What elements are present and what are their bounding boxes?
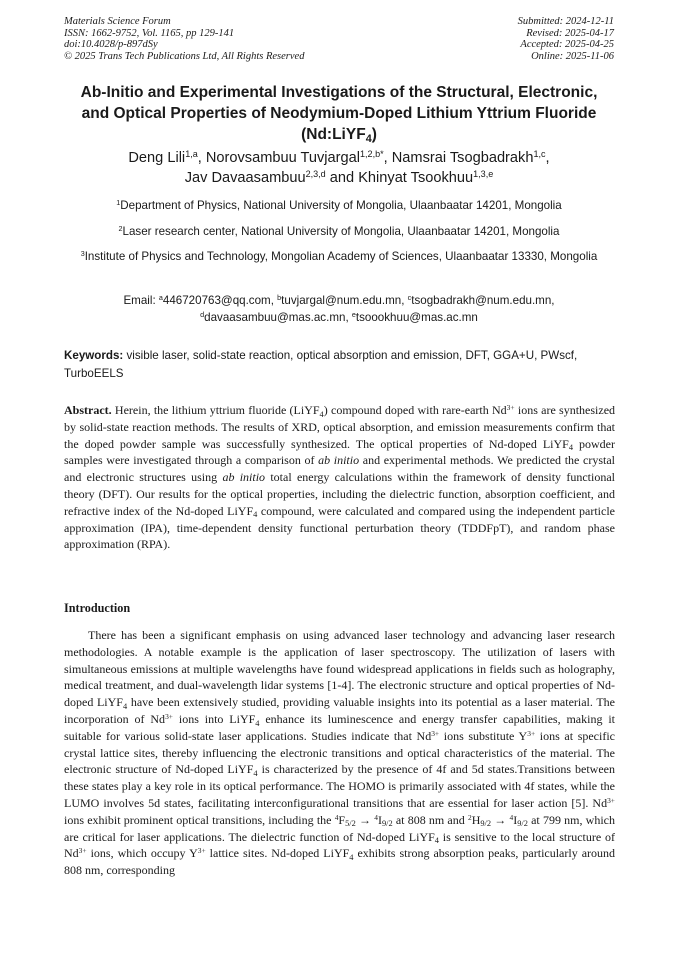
introduction-heading: Introduction [64, 601, 131, 615]
keywords-text: visible laser, solid-state reaction, optical absorption and emission, DFT, GGA+U, PWscf, TurboEELS [64, 349, 578, 380]
doi-line[interactable]: doi:10.4028/p-897dSy [64, 39, 158, 51]
author-affiliation-mark: 1,3,e [473, 169, 494, 180]
online-date: Online: 2025-11-06 [531, 50, 614, 62]
submitted-date: Submitted: 2024-12-11 [517, 16, 614, 27]
affiliation-1: $^1$Department of Physics, National University of Mongolia, Ulaanbaatar 14201, Mongolia [116, 198, 562, 212]
authors-line-1: Deng Lili$^{1,a}$, Norovsambuu Tuvjargal$^{1,2,b*}$, Namsrai Tsogbadrakh$^{1,c}$, [128, 149, 550, 166]
email-link[interactable]: tsoookhuu@mas.ac.mn [355, 311, 478, 324]
author-name: Deng Lili [128, 150, 186, 166]
author-affiliation-mark: 1,2,b* [360, 149, 384, 160]
author-affiliation-mark: 2,3,d [305, 169, 326, 180]
keywords [64, 347, 616, 382]
keywords-label: Keywords: [64, 349, 124, 362]
journal-info [64, 16, 304, 62]
copyright-line: © 2025 Trans Tech Publications Ltd, All Rights Reserved [64, 50, 305, 62]
abstract: Abstract. Herein, the lithium yttrium fluoride (LiYF$_4$) compound doped with rare-earth $Nd^{3+}$ ions are synthesized by solid-state reaction methods. The results of XRD, optical absorption, and emission measurements confirm that the doped powder sample was successfully synthesized. The optical properties of Nd-doped LiYF$_4$ powder samples were investigated through a comparison of ab initio and experimental methods. We predicted the crystal and electronic structures using ab initio total energy calculations within the framework of density functional theory (DFT). Our results for the optical properties, including the dielectric function, absorption coefficient, and refractive index of the Nd-doped LiYF$_4$ compound, were calculated and compared using the independent particle approximation (IPA), time-dependent density functional perturbation theory (TDDFpT), and random phase approximation (RPA). [64, 402, 616, 552]
emails-line-1: Email: $^a$446720763@qq.com, $^b$tuvjargal@num.edu.mn, $^c$tsogbadrakh@num.edu.mn, [123, 293, 555, 307]
email-link[interactable]: 446720763@qq.com [162, 294, 271, 307]
affiliation-2: $^2$Laser research center, National University of Mongolia, Ulaanbaatar 14201, Mongolia [118, 224, 560, 238]
introduction-paragraph: There has been a significant emphasis on using advanced laser technology and advancing laser research methodologies. A notable example is the application of laser spectroscopy. The utilization of lasers with simultaneous emissions at multiple wavelengths have found widespread applications in fields such as holography, medical treatment, and dual-wavelength lidar systems [1-4]. The electronic structure and optical properties of Nd-doped LiYF$_4$ have been extensively studied, providing valuable insights into its potential as a laser material. The incorporation of $Nd^{3+}$ ions into LiYF$_4$ enhance its luminescence and energy transfer capabilities, making it suitable for various solid-state laser applications. Studies indicate that $Nd^{3+}$ ions substitute $Y^{3+}$ ions at specific crystal lattice sites, thereby influencing the electronic transitions and optical characteristics of the material. The electronic structure of Nd-doped LiYF$_4$ is characterized by the presence of 4f and 5d states.Transitions between these states play a key role in its optical performance. The HOMO is primarily associated with 4f states, while the LUMO involves 5d states, facilitating interconfigurational transitions that are essential for laser action [5]. $Nd^{3+}$ ions exhibit prominent optical transitions, including the $^4F_{5/2} \to ^4I_{9/2}$ at 808 nm and $^2H_{9/2} \to ^4I_{9/2}$ at 799 nm, which are critical for laser applications. The dielectric function of Nd-doped LiYF$_4$ is sensitive to the local structure of $Nd^{3+}$ ions, which occupy $Y^{3+}$ lattice sites. Nd-doped LiYF$_4$ exhibits strong absorption peaks, particularly around 808 nm, corresponding [64, 628, 616, 878]
email-link[interactable]: davaasambuu@mas.ac.mn [204, 311, 346, 324]
affiliation-3: $^3$Institute of Physics and Technology, Mongolian Academy of Sciences, Ulaanbaatar 13330, Mongolia [80, 249, 598, 263]
issn-line: ISSN: 1662-9752, Vol. 1165, pp 129-141 [64, 27, 235, 39]
email-link[interactable]: tsogbadrakh@num.edu.mn [411, 294, 552, 307]
submission-dates [518, 16, 614, 62]
accepted-date: Accepted: 2025-04-25 [520, 39, 614, 51]
title-line-3: (Nd:LiYF$_4$) [301, 126, 377, 146]
revised-date: Revised: 2025-04-17 [526, 27, 614, 39]
author-name: Norovsambuu Tuvjargal [205, 150, 360, 166]
title-line-2: and Optical Properties of Neodymium-Doped Lithium Yttrium Fluoride [81, 105, 597, 122]
title-line-1: Ab-Initio and Experimental Investigations of the Structural, Electronic, [80, 84, 598, 101]
email-link[interactable]: tuvjargal@num.edu.mn [281, 294, 402, 307]
abstract-label: Abstract. [64, 403, 112, 417]
author-list [40, 148, 638, 188]
author-name: Namsrai Tsogbadrakh [391, 150, 534, 166]
author-emails [60, 292, 618, 326]
emails-line-2: $^d$davaasambuu@mas.ac.mn, $^e$tsoookhuu@mas.ac.mn [200, 310, 478, 324]
journal-name: Materials Science Forum [64, 16, 171, 27]
author-name: Khinyat Tsookhuu [358, 170, 474, 186]
author-name: Jav Davaasambuu [184, 170, 306, 186]
authors-line-2: Jav Davaasambuu$^{2,3,d}$ and Khinyat Tsookhuu$^{1,3,e}$ [184, 169, 494, 186]
author-affiliation-mark: 1,c [533, 149, 546, 160]
paper-title [40, 82, 638, 145]
author-affiliation-mark: 1,a [185, 149, 198, 160]
